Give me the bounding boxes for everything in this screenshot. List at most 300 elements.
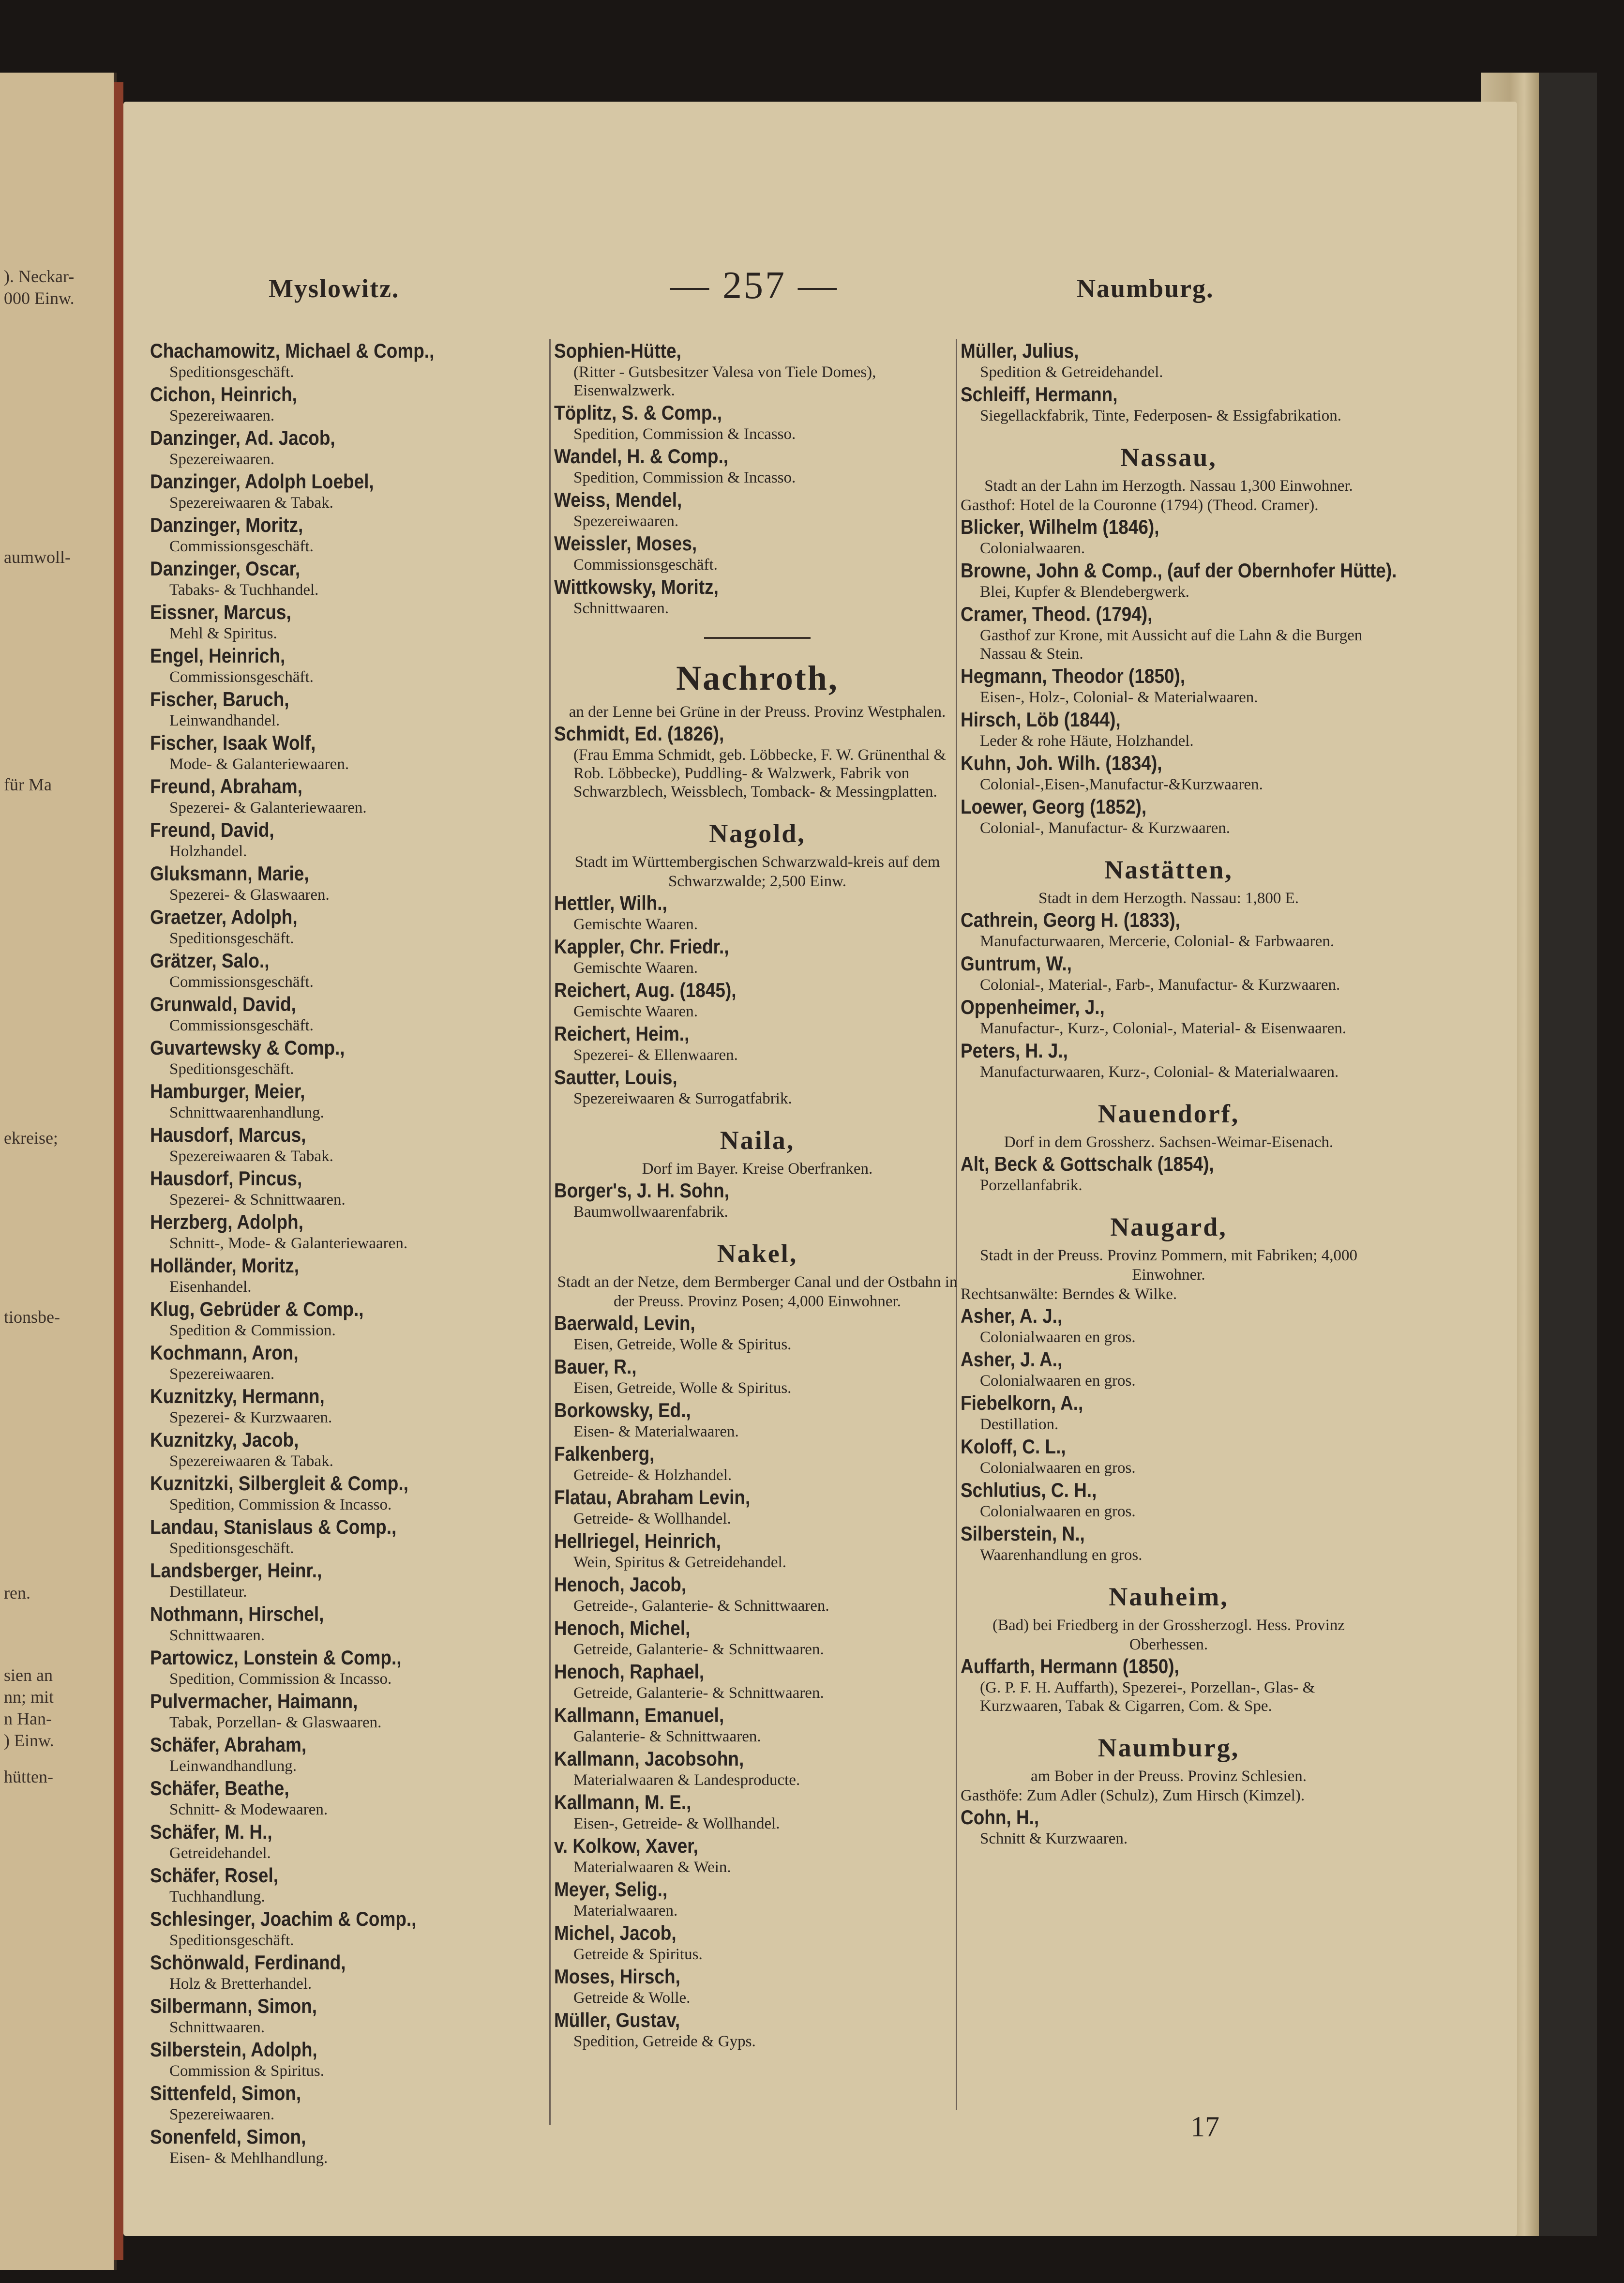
entry-description: Gemischte Waaren. [573,959,698,977]
section-nassau [961,442,1397,837]
entry-description: Spezereiwaaren & Tabak. [169,1148,333,1165]
entry-name: Peters, H. J., [961,1039,1068,1062]
entry-description: Baumwollwaarenfabrik. [573,1203,728,1221]
entry-description: Tabak, Porzellan- & Glaswaaren. [169,1714,382,1731]
directory-entry [961,1304,1377,1346]
place-heading: Nachroth, [676,659,839,697]
entry-description: Materialwaaren & Landesproducte. [573,1771,800,1789]
entry-name: Kallmann, Jacobsohn, [554,1747,744,1770]
directory-entry [961,382,1377,425]
entry-description: Porzellanfabrik. [980,1177,1083,1194]
directory-entry [961,995,1377,1038]
directory-entry [961,708,1377,750]
place-description: Stadt im Württembergischen Schwarzwald-kreis auf dem Schwarzwalde; 2,500 Einw. [574,853,940,890]
directory-entry [961,1152,1377,1194]
left-fragment: nn; mit [4,1687,54,1707]
entry-name: Borkowsky, Ed., [554,1399,691,1421]
entry-name: Hausdorf, Marcus, [150,1123,306,1146]
entry-name: Holländer, Moritz, [150,1254,300,1277]
directory-entry [961,1391,1377,1434]
entry-name: Flatau, Abraham Levin, [554,1486,751,1509]
entry-name: Sittenfeld, Simon, [150,2082,301,2104]
entry-description: Gemischte Waaren. [573,916,698,933]
directory-entry [150,644,547,686]
entry-description: Colonial-, Manufactur- & Kurzwaaren. [980,819,1231,837]
directory-entry [961,664,1377,707]
entry-description: Eisen, Getreide, Wolle & Spiritus. [573,1336,792,1353]
entry-name: Hausdorf, Pincus, [150,1167,302,1190]
entry-name: v. Kolkow, Xaver, [554,1834,698,1857]
directory-entry [554,1965,961,2007]
entry-name: Müller, Julius, [961,339,1079,362]
entry-name: Freund, David, [150,818,274,841]
entry-description: Spezereiwaaren. [169,2106,275,2123]
entry-name: Weiss, Mendel, [554,488,682,511]
entry-description: Gasthof zur Krone, mit Aussicht auf die Lahn & die Burgen Nassau & Stein. [980,627,1363,663]
entry-name: Kuznitzky, Hermann, [150,1385,325,1407]
entry-description: Colonial-,Eisen-,Manufactur-&Kurzwaaren. [980,776,1263,793]
entry-name: Grunwald, David, [150,993,296,1015]
entry-description: Mode- & Galanteriewaaren. [169,756,349,773]
entry-name: Danzinger, Moritz, [150,514,303,536]
directory-entry [150,557,547,599]
entry-name: Kochmann, Aron, [150,1341,299,1364]
entry-description: Manufactur-, Kurz-, Colonial-, Material- & Eisenwaaren. [980,1020,1347,1037]
entry-description: Spezereiwaaren & Tabak. [169,1452,333,1470]
directory-entry [150,1079,547,1122]
place-description: Stadt an der Lahn im Herzogth. Nassau 1,300 Einwohner. [984,477,1353,495]
entry-description: Speditionsgeschäft. [169,1060,294,1078]
directory-entry [554,1921,961,1964]
place-description: am Bober in der Preuss. Provinz Schlesien. [1030,1768,1307,1785]
entry-name: Engel, Heinrich, [150,644,286,667]
entry-description: Eisen-, Holz-, Colonial- & Materialwaaren. [980,689,1258,706]
entry-description: Schnittwaaren. [169,1627,265,1644]
directory-entry [150,1254,547,1296]
entry-description: Spezereiwaaren. [573,513,679,530]
entry-name: Kuhn, Joh. Wilh. (1834), [961,752,1162,774]
directory-entry [554,891,961,934]
directory-entry [150,949,547,991]
column-1 [150,339,547,2168]
section-nakel [554,1239,961,2051]
place-note: Gasthof: Hotel de la Couronne (1794) (Theod. Cramer). [961,497,1319,514]
entry-name: Kuznitzky, Jacob, [150,1428,299,1451]
entry-name: Cramer, Theod. (1794), [961,603,1153,625]
binding-gutter [114,82,123,2260]
entry-name: Eissner, Marcus, [150,601,291,623]
entry-name: Freund, Abraham, [150,775,302,798]
entry-name: Cathrein, Georg H. (1833), [961,908,1180,931]
place-heading: Nassau, [1120,443,1217,472]
entry-name: Kuznitzki, Silbergleit & Comp., [150,1472,408,1495]
entry-name: Hellriegel, Heinrich, [554,1529,722,1552]
entry-description: Materialwaaren. [573,1902,678,1920]
entry-description: Holzhandel. [169,843,247,860]
entry-description: Blei, Kupfer & Blendebergwerk. [980,583,1189,601]
directory-entry [150,1820,547,1862]
entry-description: Colonialwaaren en gros. [980,1503,1136,1520]
entry-name: Cichon, Heinrich, [150,383,297,406]
entry-name: Wandel, H. & Comp., [554,445,729,468]
entry-description: Speditionsgeschäft. [169,1540,294,1557]
section-naumburg [961,1733,1377,1848]
entry-description: Speditionsgeschäft. [169,1932,294,1949]
entry-name: Schleiff, Hermann, [961,383,1118,406]
entry-name: Henoch, Michel, [554,1617,691,1639]
entry-description: Getreide, Galanterie- & Schnittwaaren. [573,1641,824,1658]
entry-description: Leinwandhandlung. [169,1757,297,1775]
directory-entry [961,952,1377,994]
entry-description: Colonialwaaren en gros. [980,1329,1136,1346]
place-heading: Nastätten, [1104,855,1233,884]
entry-name: Reichert, Aug. (1845), [554,979,737,1001]
section-naila [554,1125,961,1221]
entry-name: Michel, Jacob, [554,1921,677,1944]
entry-name: Auffarth, Hermann (1850), [961,1655,1179,1678]
directory-entry [150,1515,547,1557]
entry-description: Holz & Bretterhandel. [169,1975,312,1993]
entry-name: Landau, Stanislaus & Comp., [150,1515,397,1538]
entry-name: Falkenberg, [554,1442,655,1465]
entry-description: Schnittwaaren. [573,600,669,617]
entry-description: Commission & Spiritus. [169,2062,324,2080]
section-nastaetten [961,855,1377,1081]
directory-entry [150,2081,547,2124]
entry-name: Klug, Gebrüder & Comp., [150,1298,364,1320]
entry-name: Moses, Hirsch, [554,1965,680,1988]
entry-description: Eisen-, Getreide- & Wollhandel. [573,1815,780,1832]
entry-name: Silberstein, N., [961,1522,1085,1545]
entry-description: Manufacturwaaren, Kurz-, Colonial- & Materialwaaren. [980,1063,1339,1081]
directory-entry [150,731,547,773]
directory-entry [554,722,961,801]
entry-name: Schlesinger, Joachim & Comp., [150,1907,417,1930]
entry-description: Getreide-, Galanterie- & Schnittwaaren. [573,1597,829,1615]
section-nauendorf [961,1099,1377,1194]
entry-name: Bauer, R., [554,1355,637,1378]
left-fragment: 000 Einw. [4,288,75,308]
entry-name: Blicker, Wilhelm (1846), [961,515,1159,538]
directory-entry [150,1384,547,1427]
place-heading: Nakel, [717,1239,798,1268]
directory-entry [150,2038,547,2080]
signature-mark: 17 [1190,2111,1219,2143]
directory-entry [150,1210,547,1253]
book-spine [1539,73,1597,2236]
entry-name: Schäfer, Rosel, [150,1864,279,1887]
entry-name: Fiebelkorn, A., [961,1391,1083,1414]
directory-entry [150,1471,547,1514]
entry-description: Getreide & Wolle. [573,1989,691,2007]
directory-entry [150,1646,547,1688]
directory-entry [554,444,961,487]
running-head-right: Naumburg. [1077,274,1214,303]
entry-description: Leinwandhandel. [169,712,280,729]
entry-description: Spedition, Commission & Incasso. [169,1496,392,1513]
entry-description: Destillation. [980,1416,1059,1433]
entry-name: Danzinger, Ad. Jacob, [150,426,335,449]
entry-description: (Frau Emma Schmidt, geb. Löbbecke, F. W. Grünenthal & Rob. Löbbecke), Puddling- & Walzwerk, Fabrik von Schwarzblech, Weissblech, Tomback- & Messingplatten. [573,746,946,801]
place-description: Stadt in der Preuss. Provinz Pommern, mit Fabriken; 4,000 Einwohner. [979,1247,1358,1284]
entry-name: Töplitz, S. & Comp., [554,401,722,424]
entry-description: Spedition, Commission & Incasso. [573,469,796,486]
directory-entry [554,1834,961,1876]
entry-name: Borger's, J. H. Sohn, [554,1179,730,1202]
entry-name: Alt, Beck & Gottschalk (1854), [961,1152,1214,1175]
entry-name: Müller, Gustav, [554,2009,680,2031]
directory-entry [554,1877,961,1920]
place-heading: Nauheim, [1109,1582,1229,1611]
directory-entry [554,531,961,574]
entry-description: Schnittwaarenhandlung. [169,1104,324,1121]
entry-description: Spezerei- & Schnittwaaren. [169,1191,346,1209]
directory-entry [150,600,547,643]
entry-description: Speditionsgeschäft. [169,363,294,381]
entry-name: Pulvermacher, Haimann, [150,1690,358,1712]
entry-description: Schnitt- & Modewaaren. [169,1801,328,1818]
directory-entry [150,774,547,817]
entry-name: Guvartewsky & Comp., [150,1036,345,1059]
entry-description: Schnittwaaren. [169,2019,265,2036]
left-fragment: ). Neckar- [4,267,75,286]
entry-description: Getreidehandel. [169,1845,271,1862]
entries-continued [961,339,1377,425]
entry-description: Leder & rohe Häute, Holzhandel. [980,732,1194,750]
entry-name: Cohn, H., [961,1806,1039,1829]
entry-description: Destillateur. [169,1583,247,1601]
directory-entry [961,1478,1377,1521]
entry-description: Getreide, Galanterie- & Schnittwaaren. [573,1684,824,1702]
directory-entry [150,1558,547,1601]
directory-entry [150,1428,547,1470]
entry-description: Materialwaaren & Wein. [573,1859,731,1876]
directory-entry [150,426,547,469]
directory-entry [150,905,547,948]
directory-entry [150,1994,547,2037]
directory-entry [554,1065,961,1108]
directory-entry [554,1660,961,1702]
left-fragment: sien an [4,1665,53,1685]
left-page-fragment [0,73,117,2270]
entry-description: Commissionsgeschäft. [169,1017,314,1034]
entry-description: Spedition, Commission & Incasso. [169,1670,392,1688]
entry-name: Hegmann, Theodor (1850), [961,665,1186,687]
left-fragment: ekreise; [4,1128,58,1148]
directory-entry [961,602,1377,663]
directory-entry [961,559,1397,601]
entry-description: Colonialwaaren en gros. [980,1459,1136,1477]
entry-description: Spezereiwaaren & Surrogatfabrik. [573,1090,792,1107]
directory-entry [150,1036,547,1078]
left-fragment: ren. [4,1583,30,1603]
entry-name: Schäfer, M. H., [150,1820,272,1843]
directory-entry [150,513,547,556]
entry-name: Hettler, Wilh., [554,892,667,914]
directory-entry [150,1776,547,1819]
entry-description: Speditionsgeschäft. [169,930,294,947]
entry-description: Spezerei- & Glaswaaren. [169,886,330,904]
entry-description: Getreide- & Holzhandel. [573,1467,732,1484]
entry-description: Spezereiwaaren. [169,407,275,424]
entry-description: Spezerei- & Ellenwaaren. [573,1046,738,1064]
directory-entry [554,978,961,1021]
directory-entry [961,1435,1377,1477]
directory-entry [554,1529,961,1572]
directory-entry [554,2008,961,2051]
entry-description: Getreide & Spiritus. [573,1946,703,1963]
directory-entry [554,1355,961,1397]
directory-entry [554,1442,961,1484]
section-nagold [554,818,961,1108]
left-fragment: für Ma [4,775,52,794]
directory-entry [554,1311,961,1354]
entry-name: Asher, A. J., [961,1304,1063,1327]
directory-entry [961,1654,1377,1715]
directory-entry [554,488,961,530]
entry-description: Waarenhandlung en gros. [980,1546,1143,1564]
entry-description: Spedition & Commission. [169,1322,336,1339]
place-description: an der Lenne bei Grüne in der Preuss. Provinz Westphalen. [569,703,946,721]
left-fragment: tionsbe- [4,1307,60,1327]
entry-description: Spezereiwaaren & Tabak. [169,494,333,512]
column-rule [549,339,551,2125]
entry-name: Kallmann, Emanuel, [554,1704,724,1726]
entry-name: Henoch, Jacob, [554,1573,687,1596]
entry-description: Spedition, Commission & Incasso. [573,425,796,443]
directory-entry [961,908,1377,951]
entry-name: Sophien-Hütte, [554,339,681,362]
place-description: Dorf in dem Grossherz. Sachsen-Weimar-Eisenach. [1004,1134,1334,1151]
directory-entry [150,1602,547,1645]
directory-entry [150,339,547,381]
entry-description: (Ritter - Gutsbesitzer Valesa von Tiele Domes), Eisenwalzwerk. [573,363,876,399]
entry-description: Gemischte Waaren. [573,1003,698,1020]
entry-name: Baerwald, Levin, [554,1312,695,1334]
entry-name: Oppenheimer, J., [961,996,1105,1018]
directory-entry [961,1805,1377,1848]
entry-description: Manufacturwaaren, Mercerie, Colonial- & Farbwaaren. [980,933,1335,950]
entry-description: Colonialwaaren. [980,540,1085,557]
place-description: Dorf im Bayer. Kreise Oberfranken. [642,1160,873,1178]
entry-name: Koloff, C. L., [961,1435,1066,1458]
entry-name: Schmidt, Ed. (1826), [554,722,724,745]
directory-entry [554,1485,961,1528]
directory-entry [554,1616,961,1659]
directory-entry [150,862,547,904]
entry-name: Schäfer, Beathe, [150,1777,289,1799]
entry-name: Graetzer, Adolph, [150,906,298,928]
directory-entry [150,469,547,512]
section-nauheim [961,1582,1377,1715]
entry-name: Danzinger, Oscar, [150,557,301,580]
entry-name: Partowicz, Lonstein & Comp., [150,1646,402,1669]
entry-name: Silberstein, Adolph, [150,2038,317,2061]
entry-name: Sonenfeld, Simon, [150,2125,306,2148]
directory-entry [554,575,961,618]
entry-description: Eisen, Getreide, Wolle & Spiritus. [573,1379,792,1397]
entry-description: Spezereiwaaren. [169,1365,275,1383]
entry-description: Getreide- & Wollhandel. [573,1510,731,1527]
entry-description: Commissionsgeschäft. [169,668,314,686]
entry-name: Silbermann, Simon, [150,1995,317,2017]
directory-entry [554,1398,961,1441]
entry-name: Hamburger, Meier, [150,1080,305,1103]
running-head-left: Myslowitz. [269,274,400,303]
directory-page [123,102,1517,2236]
place-note: Rechtsanwälte: Berndes & Wilke. [961,1285,1177,1303]
entry-name: Landsberger, Heinr., [150,1559,322,1582]
entry-name: Asher, J. A., [961,1348,1063,1371]
section-divider [704,637,811,639]
place-description: Stadt an der Netze, dem Bermberger Canal und der Ostbahn in der Preuss. Provinz Posen; 4,000 Einwohner. [557,1273,958,1310]
directory-entry [150,2125,547,2167]
entry-description: Eisen- & Materialwaaren. [573,1423,739,1440]
directory-entry [961,515,1377,558]
entry-description: Colonialwaaren en gros. [980,1372,1136,1390]
entry-name: Danzinger, Adolph Loebel, [150,470,374,493]
directory-entry [150,1733,547,1775]
directory-entry [961,1522,1377,1564]
entry-name: Fischer, Baruch, [150,688,289,711]
directory-entry [150,687,547,730]
place-heading: Naumburg, [1098,1733,1240,1762]
page-header [123,264,1517,317]
entry-name: Schlutius, C. H., [961,1479,1097,1501]
left-fragment: ) Einw. [4,1731,54,1750]
directory-entry [961,795,1377,837]
directory-entry [554,401,961,443]
left-fragment: n Han- [4,1709,52,1728]
left-fragment: aumwoll- [4,547,71,567]
place-description: (Bad) bei Friedberg in der Grossherzogl. Hess. Provinz Oberhessen. [992,1617,1345,1653]
entry-description: Commissionsgeschäft. [169,538,314,555]
entry-name: Gluksmann, Marie, [150,862,309,885]
place-heading: Nauendorf, [1098,1099,1240,1128]
entry-description: Eisen- & Mehlhandlung. [169,2149,328,2167]
entry-name: Reichert, Heim., [554,1022,690,1045]
entry-name: Hirsch, Löb (1844), [961,708,1121,731]
entry-name: Loewer, Georg (1852), [961,795,1147,818]
place-heading: Naugard, [1110,1212,1227,1241]
entry-name: Meyer, Selig., [554,1878,668,1901]
directory-entry [150,1166,547,1209]
directory-entry [150,1689,547,1732]
entry-description: Mehl & Spiritus. [169,625,277,642]
entry-name: Herzberg, Adolph, [150,1210,303,1233]
entry-description: Commissionsgeschäft. [169,973,314,991]
directory-entry [150,382,547,425]
entry-description: Spezereiwaaren. [169,451,275,468]
entry-name: Sautter, Louis, [554,1066,677,1089]
directory-entry [150,1297,547,1340]
column-3 [961,339,1397,1849]
entry-description: Spedition & Getreidehandel. [980,363,1163,381]
directory-entry [554,1022,961,1064]
entry-description: Siegellackfabrik, Tinte, Federposen- & Essigfabrikation. [980,407,1341,424]
section-nachroth [554,658,961,801]
left-fragment: hütten- [4,1767,53,1786]
directory-entry [554,1747,961,1789]
column-2 [554,339,961,2052]
entry-name: Fischer, Isaak Wolf, [150,731,316,754]
directory-entry [150,1907,547,1950]
entry-description: Schnitt-, Mode- & Galanteriewaaren. [169,1235,408,1252]
entry-description: Tuchhandlung. [169,1888,265,1905]
entry-description: Colonial-, Material-, Farb-, Manufactur- & Kurzwaaren. [980,976,1340,994]
entry-description: Schnitt & Kurzwaaren. [980,1830,1128,1847]
entry-name: Wittkowsky, Moritz, [554,575,719,598]
